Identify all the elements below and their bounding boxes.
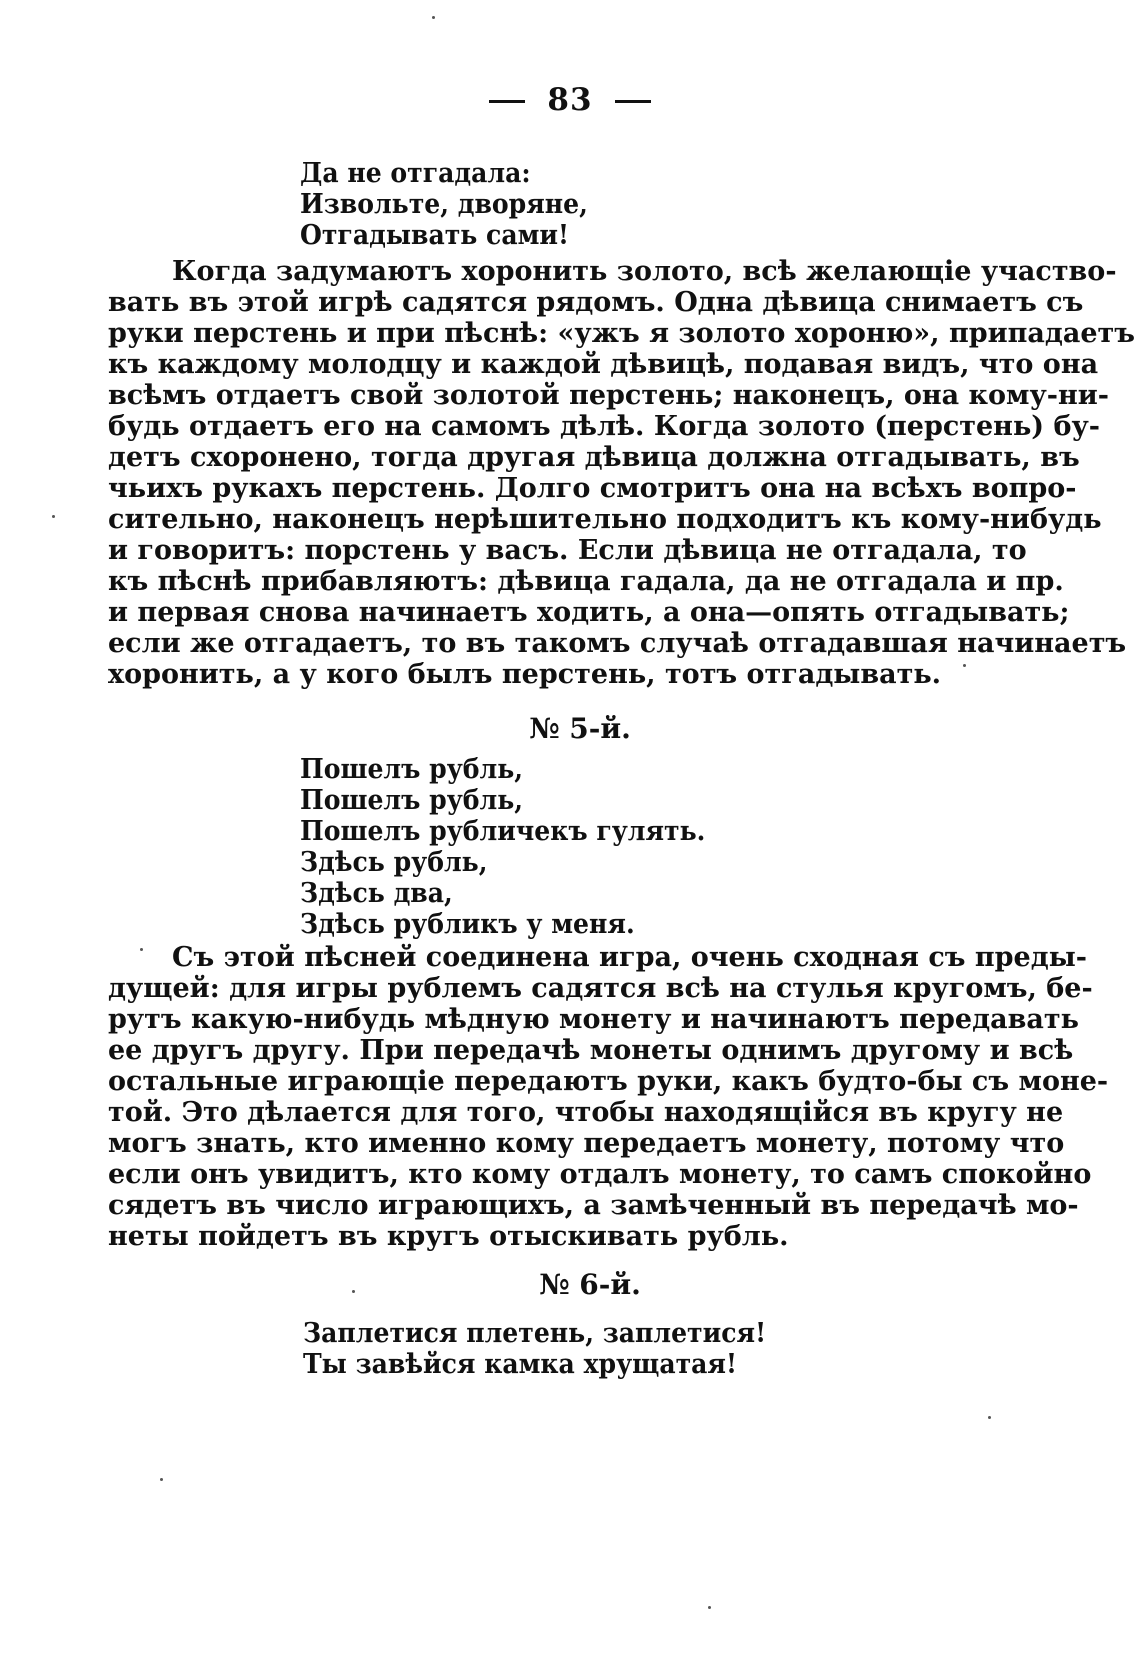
header-dash-right xyxy=(615,100,651,103)
scan-speck xyxy=(432,16,435,19)
paragraph-line: вать въ этой игрѣ садятся рядомъ. Одна дѣвица снимаетъ съ xyxy=(108,287,1084,318)
verse-line: Здѣсь рубликъ у меня. xyxy=(300,909,635,940)
paragraph-line: руки перстень и при пѣснѣ: «ужъ я золото хороню», припадаетъ xyxy=(108,318,1135,349)
page-number: 83 xyxy=(547,82,593,118)
header-dash-left xyxy=(489,100,525,103)
paragraph-line: сядетъ въ число играющихъ, а замѣченный въ передачѣ мо- xyxy=(108,1190,1079,1221)
verse-line: Заплетися плетень, заплетися! xyxy=(303,1318,767,1349)
paragraph-line: сительно, наконецъ нерѣшительно подходитъ къ кому-нибудь xyxy=(108,504,1102,535)
scan-speck xyxy=(963,664,966,667)
scan-speck xyxy=(988,1416,991,1419)
verse-line: Отгадывать сами! xyxy=(300,220,570,251)
paragraph-line: ее другъ другу. При передачѣ монеты однимъ другому и всѣ xyxy=(108,1035,1074,1066)
paragraph-1 xyxy=(108,256,1135,690)
scan-speck xyxy=(140,948,143,951)
page-header xyxy=(0,82,1140,118)
paragraph-line: остальные играющіе передаютъ руки, какъ будто-бы съ моне- xyxy=(108,1066,1109,1097)
paragraph-line: той. Это дѣлается для того, чтобы находящійся въ кругу не xyxy=(108,1097,1064,1128)
verse-line: Ты завѣйся камка хрущатая! xyxy=(303,1349,738,1380)
paragraph-line: и первая снова начинаетъ ходить, а она—опять отгадывать; xyxy=(108,597,1070,628)
verse-line: Извольте, дворяне, xyxy=(300,189,588,220)
paragraph-line: и говоритъ: порстень у васъ. Если дѣвица не отгадала, то xyxy=(108,535,1027,566)
section-heading-5: № 5-й. xyxy=(529,712,631,745)
verse-line: Пошелъ рубль, xyxy=(300,754,524,785)
verse-1 xyxy=(300,158,588,251)
paragraph-line: рутъ какую-нибудь мѣдную монету и начинаютъ передавать xyxy=(108,1004,1079,1035)
scan-speck xyxy=(52,515,55,518)
verse-line: Здѣсь рубль, xyxy=(300,847,488,878)
paragraph-line: если онъ увидитъ, кто кому отдалъ монету, то самъ спокойно xyxy=(108,1159,1092,1190)
section-heading-6: № 6-й. xyxy=(539,1268,641,1301)
verse-line: Здѣсь два, xyxy=(300,878,453,909)
verse-line: Пошелъ рубль, xyxy=(300,785,524,816)
paragraph-line: могъ знать, кто именно кому передаетъ монету, потому что xyxy=(108,1128,1065,1159)
paragraph-line: Съ этой пѣсней соединена игра, очень сходная съ преды- xyxy=(172,942,1087,973)
paragraph-2 xyxy=(108,942,1109,1252)
paragraph-line: неты пойдетъ въ кругъ отыскивать рубль. xyxy=(108,1221,789,1252)
paragraph-line: Когда задумаютъ хоронить золото, всѣ желающіе участво- xyxy=(172,256,1117,287)
paragraph-line: чьихъ рукахъ перстень. Долго смотритъ она на всѣхъ вопро- xyxy=(108,473,1077,504)
verse-3 xyxy=(303,1318,766,1380)
paragraph-line: хоронить, а у кого былъ перстень, тотъ отгадывать. xyxy=(108,659,942,690)
paragraph-line: къ каждому молодцу и каждой дѣвицѣ, подавая видъ, что она xyxy=(108,349,1099,380)
paragraph-line: если же отгадаетъ, то въ такомъ случаѣ отгадавшая начинаетъ xyxy=(108,628,1127,659)
paragraph-line: дущей: для игры рублемъ садятся всѣ на стулья кругомъ, бе- xyxy=(108,973,1093,1004)
verse-line: Пошелъ рубличекъ гулять. xyxy=(300,816,706,847)
verse-2 xyxy=(300,754,705,940)
paragraph-line: детъ схоронено, тогда другая дѣвица должна отгадывать, въ xyxy=(108,442,1080,473)
scan-speck xyxy=(160,1478,163,1481)
paragraph-line: будь отдаетъ его на самомъ дѣлѣ. Когда золото (перстень) бу- xyxy=(108,411,1100,442)
paragraph-line: всѣмъ отдаетъ свой золотой перстень; наконецъ, она кому-ни- xyxy=(108,380,1109,411)
scan-speck xyxy=(708,1606,711,1609)
verse-line: Да не отгадала: xyxy=(300,158,531,189)
paragraph-line: къ пѣснѣ прибавляютъ: дѣвица гадала, да не отгадала и пр. xyxy=(108,566,1064,597)
scan-speck xyxy=(352,1290,355,1293)
